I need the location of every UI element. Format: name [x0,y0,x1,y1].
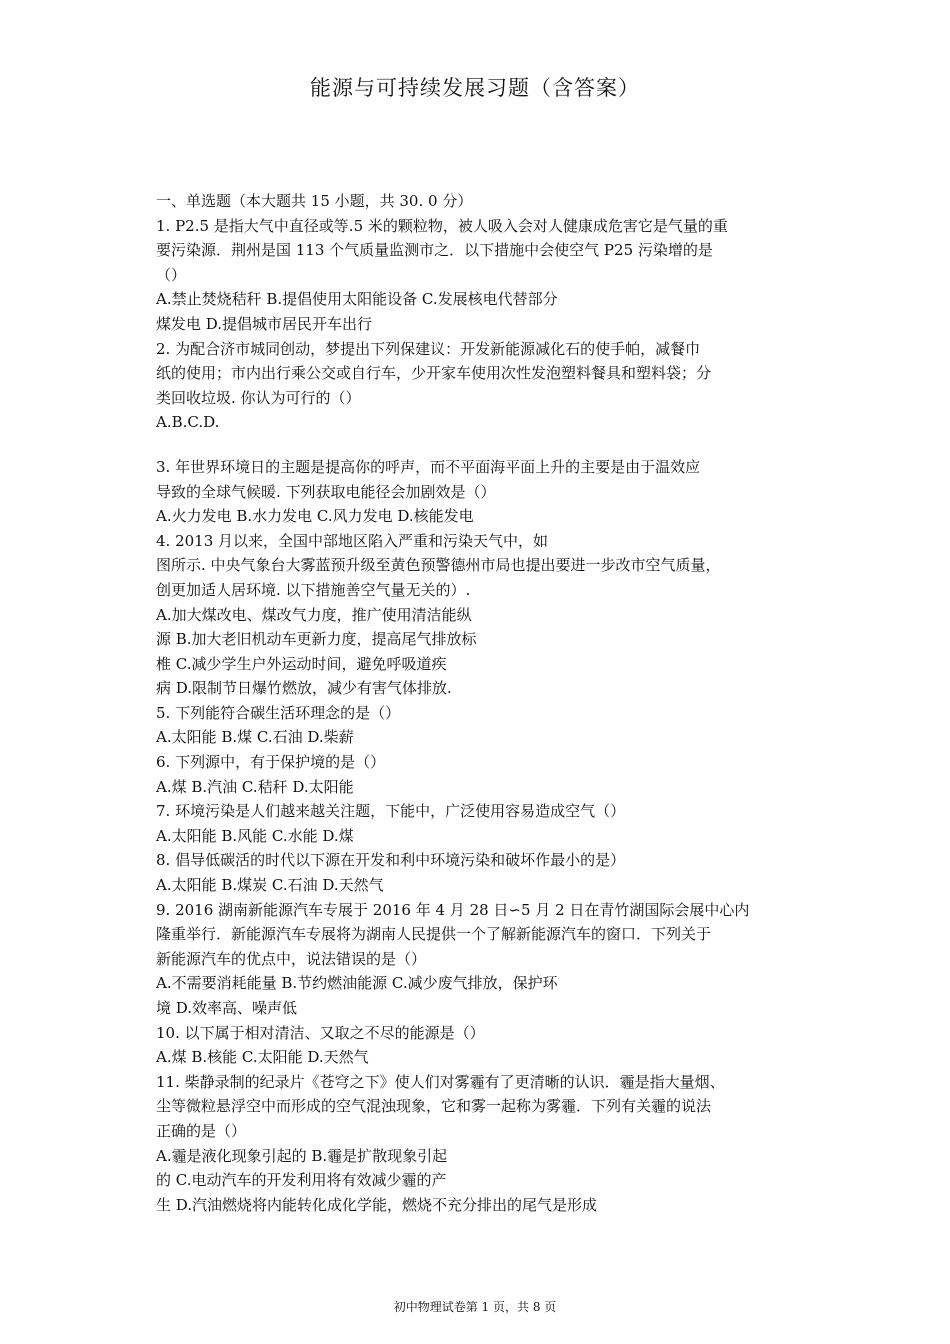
text-line: 椎 C.减少学生户外运动时间，避免呼吸道疾 [156,654,447,673]
text-line: A.加大煤改电、煤改气力度，推广使用清洁能纵 [156,605,472,624]
text-line: 尘等微粒悬浮空中而形成的空气混浊现象，它和雾一起称为雾霾．下列有关霾的说法 [156,1097,712,1116]
text-line: A.B.C.D. [156,413,220,432]
text-line: 煤发电 D.提倡城市居民开车出行 [156,314,373,333]
text-line: 7. 环境污染是人们越来越关注题，下能中，广泛使用容易造成空气（） [156,802,626,821]
text-line: 一、单选题（本大题共 15 小题，共 30. 0 分） [156,192,473,210]
text-line: 图所示. 中央气象台大雾蓝预升级至黄色预警德州市局也提出要进一步改市空气质量， [156,556,721,575]
text-line: （） [156,265,187,284]
text-line: 纸的使用；市内出行乘公交或自行车，少开家车使用次性发泡塑料餐具和塑料袋；分 [156,364,712,383]
text-line: 5. 下列能符合碳生活环理念的是（） [156,703,401,722]
text-line: A.太阳能 B.煤 C.石油 D.柴薪 [156,728,354,747]
text-line: 10. 以下属于相对清洁、又取之不尽的能源是（） [156,1023,485,1042]
document-body [156,189,806,1217]
text-line: 病 D.限制节日爆竹燃放，减少有害气体排放. [156,679,452,698]
text-line: A.太阳能 B.风能 C.水能 D.煤 [156,826,354,845]
text-line: 正确的是（） [156,1121,247,1140]
text-line: 4. 2013 月以来，全国中部地区陷入严重和污染天气中，如 [156,531,549,550]
page-footer: 初中物理试卷第 1 页，共 8 页 [393,1300,557,1314]
text-line: 隆重举行．新能源汽车专展将为湖南人民提供一个了解新能源汽车的窗口．下列关于 [156,925,712,944]
text-line: 2. 为配合济市城同创动，梦提出下列保建议：开发新能源减化石的使手帕，减餐巾 [156,339,701,358]
text-line: 9. 2016 湖南新能源汽车专展于 2016 年 4 月 28 日∽5 月 2 日在青竹湖国际会展中心内 [156,900,750,919]
text-line: 的 C.电动汽车的开发利用将有效减少霾的产 [156,1171,447,1190]
text-line: 导致的全球气候暖. 下列获取电能径会加剧效是（） [156,482,496,501]
blank-line [156,435,806,455]
text-line: A.霾是液化现象引起的 B.霾是扩散现象引起 [156,1146,448,1165]
text-line: 创更加适人居环境. 以下措施善空气量无关的）. [156,580,471,599]
text-line: 6. 下列源中，有于保护境的是（） [156,753,386,772]
text-line: 源 B.加大老旧机动车更新力度，提高尾气排放标 [156,630,477,649]
text-line: 3. 年世界环境日的主题是提高你的呼声，而不平面海平面上升的主要是由于温效应 [156,457,701,476]
text-line: 11. 柴静录制的纪录片《苍穹之下》使人们对雾霾有了更清晰的认识．霾是指大量烟、 [156,1072,725,1091]
text-line: 生 D.汽油燃烧将内能转化成化学能，燃烧不充分排出的尾气是形成 [156,1195,598,1214]
text-line: A.煤 B.核能 C.太阳能 D.天然气 [156,1048,369,1067]
text-line: A.太阳能 B.煤炭 C.石油 D.天然气 [156,876,384,895]
text-line: 类回收垃圾. 你认为可行的（） [156,388,361,407]
text-line: A.禁止焚烧秸秆 B.提倡使用太阳能设备 C.发展核电代替部分 [156,290,558,309]
text-line: A.煤 B.汽油 C.秸秆 D.太阳能 [156,777,354,796]
text-line: 新能源汽车的优点中，说法错误的是（） [156,949,427,968]
text-line: 要污染源．荆州是国 113 个气质量监测市之．以下措施中会使空气 P25 污染增的是 [156,241,713,260]
page-title: 能源与可持续发展习题（含答案） [310,76,640,100]
text-line: A.不需要消耗能量 B.节约燃油能源 C.减少废气排放，保护环 [156,974,558,993]
text-line: A.火力发电 B.水力发电 C.风力发电 D.核能发电 [156,507,474,526]
text-line: 8. 倡导低碳活的时代以下源在开发和利中环境污染和破坏作最小的是） [156,851,626,870]
text-line: 1. P2.5 是指大气中直径或等.5 米的颗粒物，被人吸入会对人健康成危害它是气量的重 [156,216,728,235]
text-line: 境 D.效率高、噪声低 [156,999,298,1017]
